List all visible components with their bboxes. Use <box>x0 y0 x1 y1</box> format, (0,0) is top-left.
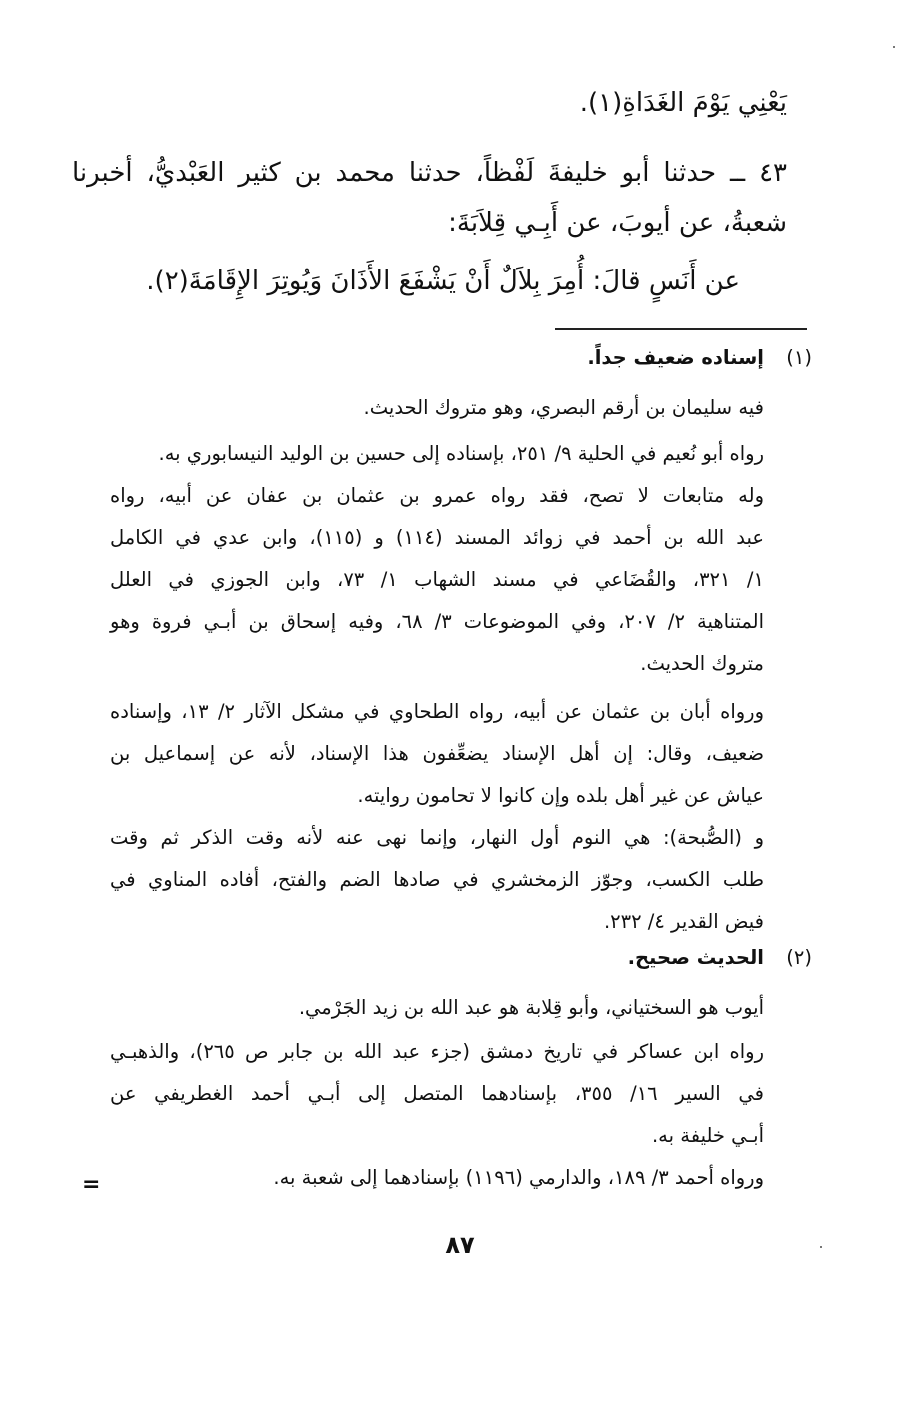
footnote-1-line: فيه سليمان بن أرقم البصري، وهو متروك الحديث. <box>363 396 764 419</box>
hadith-43-line-2: شعبةُ، عن أيوبَ، عن أَبِـي قِلاَبَةَ: <box>448 208 787 238</box>
footnote-1-line: طلب الكسب، وجوّز الزمخشري في صادها الضم والفتح، أفاده المناوي في <box>110 868 764 891</box>
footnote-1-line: ١/ ٣٢١، والقُضَاعي في مسند الشهاب ١/ ٧٣، وابن الجوزي في العلل <box>110 568 764 591</box>
footnote-1-line: و (الصُّبحة): هي النوم أول النهار، وإنما نهى عنه لأنه وقت الذكر ثم وقت <box>110 826 764 849</box>
footnote-2-number: (٢) <box>786 946 812 969</box>
footnote-2-line: في السير ١٦/ ٣٥٥، بإسنادهما المتصل إلى أبـي أحمد الغطريفي عن <box>110 1082 764 1105</box>
footnote-1-line: رواه أبو نُعيم في الحلية ٩/ ٢٥١، بإسناده إلى حسين بن الوليد النيسابوري به. <box>158 442 764 465</box>
footnote-1-number: (١) <box>786 346 812 369</box>
footnote-separator <box>555 328 807 330</box>
footnote-2-line: رواه ابن عساكر في تاريخ دمشق (جزء عبد الله بن جابر ص ٢٦٥)، والذهبـي <box>110 1040 765 1063</box>
footnote-1-line: متروك الحديث. <box>640 652 764 675</box>
scan-speck <box>893 46 895 48</box>
page-number: ٨٧ <box>445 1231 475 1259</box>
footnote-1-line: المتناهية ٢/ ٢٠٧، وفي الموضوعات ٣/ ٦٨، وفيه إسحاق بن أبـي فروة وهو <box>110 610 764 633</box>
footnote-1-heading: إسناده ضعيف جداً. <box>587 346 764 369</box>
footnote-1-line: وله متابعات لا تصح، فقد رواه عمرو بن عثمان بن عفان عن أبيه، رواه <box>110 484 764 507</box>
footnote-1-line: فيض القدير ٤/ ٢٣٢. <box>603 910 764 933</box>
main-text-line-1: يَعْنِي يَوْمَ الغَدَاةِ(١). <box>579 88 787 118</box>
footnote-1-line: ورواه أبان بن عثمان عن أبيه، رواه الطحاوي في مشكل الآثار ٢/ ١٣، وإسناده <box>110 700 764 723</box>
hadith-43-line-1: ٤٣ ــ حدثنا أبو خليفةَ لَفْظاً، حدثنا محمد بن كثير العَبْديُّ، أخبرنا <box>72 158 787 188</box>
footnote-1-line: عبد الله بن أحمد في زوائد المسند (١١٤) و (١١٥)، وابن عدي في الكامل <box>110 526 765 549</box>
footnote-2-line: ورواه أحمد ٣/ ١٨٩، والدارمي (١١٩٦) بإسنادهما إلى شعبة به. <box>273 1166 764 1189</box>
footnote-2-line: أبـي خليفة به. <box>651 1124 764 1147</box>
footnote-2-line: أيوب هو السختياني، وأبو قِلابة هو عبد الله بن زيد الجَرْمي. <box>298 996 764 1019</box>
continuation-mark: = <box>82 1172 101 1197</box>
hadith-43-matn: عن أَنَسٍ قالَ: أُمِرَ بِلاَلٌ أَنْ يَشْفَعَ الأَذَانَ وَيُوتِرَ الإِقَامَةَ(٢). <box>146 266 740 296</box>
scan-speck <box>820 1246 822 1248</box>
footnote-2-heading: الحديث صحيح. <box>627 946 764 969</box>
footnote-1-line: عياش عن غير أهل بلده وإن كانوا لا تحامون روايته. <box>357 784 764 807</box>
footnote-1-line: ضعيف، وقال: إن أهل الإسناد يضعِّفون هذا الإسناد، لأنه عن إسماعيل بن <box>110 742 764 765</box>
